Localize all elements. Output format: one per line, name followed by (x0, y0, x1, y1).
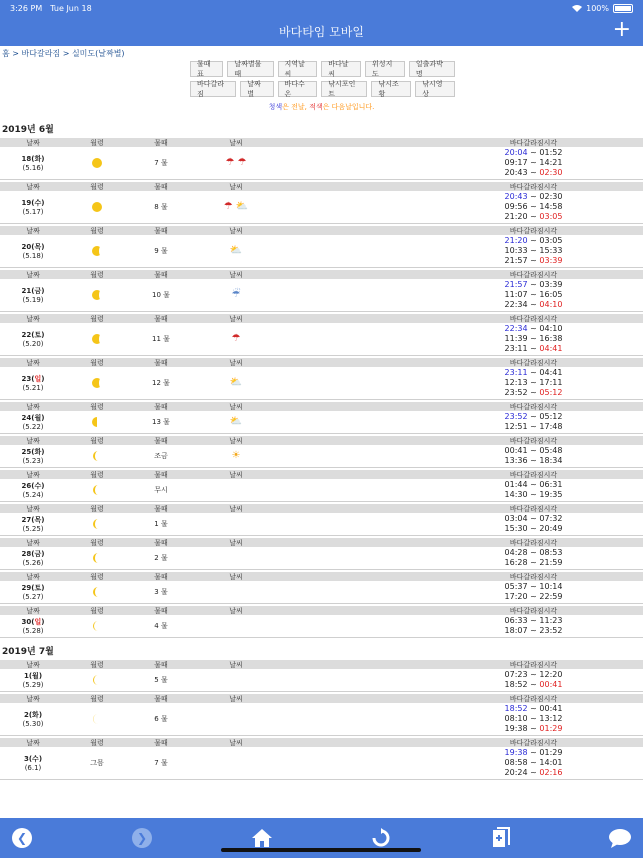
col-part-label: 바다갈라짐시각 (509, 607, 558, 615)
month-heading-june: 2019년 6월 (2, 125, 54, 135)
part-time-line: 16:28 ~ 21:59 (504, 558, 563, 567)
nav-bar (0, 16, 643, 46)
date-label: 22(토) (21, 331, 45, 339)
lunar-date: (5.19) (22, 296, 44, 304)
forward-button[interactable] (128, 824, 156, 852)
day-block (0, 572, 643, 604)
umbrella-icon: ☂ (223, 201, 233, 212)
col-part-label: 바다갈라짐시각 (509, 437, 558, 445)
part-time-line: 20:43 ~ 02:30 (504, 168, 563, 177)
moon-phase-icon (91, 674, 103, 686)
date-label: 3(수) (23, 755, 43, 763)
day-row (0, 323, 643, 356)
col-part-label: 바다갈라짐시각 (509, 573, 558, 581)
moon-phase-icon (91, 586, 103, 598)
tide-value: 4 물 (154, 622, 168, 630)
day-row (0, 703, 643, 736)
tide-value: 13 물 (152, 418, 170, 426)
date-label: 30(일) (21, 618, 45, 626)
part-time-line: 13:36 ~ 18:34 (504, 456, 563, 465)
moon-phase-icon (91, 518, 103, 530)
add-button[interactable]: + (612, 17, 631, 42)
home-icon (251, 828, 273, 848)
col-part-label: 바다갈라짐시각 (509, 271, 558, 279)
moon-phase-icon (91, 377, 103, 389)
moon-phase-icon (91, 333, 103, 345)
legend-mid: 은 전날, (282, 103, 310, 111)
col-part-label: 바다갈라짐시각 (509, 227, 558, 235)
day-block (0, 314, 643, 356)
col-weather-label: 날씨 (229, 227, 243, 235)
moon-phase-icon (91, 157, 103, 169)
day-block (0, 226, 643, 268)
day-block (0, 436, 643, 468)
date-label: 28(금) (21, 550, 45, 558)
part-time-line: 05:37 ~ 10:14 (504, 582, 563, 591)
col-tide-label: 물때 (154, 539, 168, 547)
day-header-row (0, 660, 643, 669)
date-label: 21(금) (21, 287, 45, 295)
lunar-date: (5.24) (22, 491, 44, 499)
part-time-line: 18:52 ~ 00:41 (504, 704, 563, 713)
day-row (0, 547, 643, 570)
menu-button[interactable]: 일출과박명 (409, 61, 455, 77)
day-header-row (0, 314, 643, 323)
day-row (0, 669, 643, 692)
lunar-date: (5.18) (22, 252, 44, 260)
col-date-label: 날짜 (26, 695, 40, 703)
lunar-date: (5.17) (22, 208, 44, 216)
col-date-label: 날짜 (26, 607, 40, 615)
day-block (0, 402, 643, 434)
col-weather-label: 날씨 (229, 437, 243, 445)
col-weather-label: 날씨 (229, 661, 243, 669)
part-time-line: 18:52 ~ 00:41 (504, 680, 563, 689)
day-block (0, 270, 643, 312)
legend-blue: 청색 (268, 103, 283, 111)
col-weather-label: 날씨 (229, 539, 243, 547)
part-time-line: 23:11 ~ 04:41 (504, 344, 563, 353)
col-date-label: 날짜 (26, 359, 40, 367)
back-button[interactable] (8, 824, 36, 852)
day-header-row (0, 538, 643, 547)
part-time-line: 20:04 ~ 01:52 (504, 148, 563, 157)
forward-icon: ❯ (132, 828, 152, 848)
part-time-line: 09:17 ~ 14:21 (504, 158, 563, 167)
part-time-line: 11:39 ~ 16:38 (504, 334, 563, 343)
col-date-label: 날짜 (26, 139, 40, 147)
legend (0, 102, 643, 112)
moon-phase-icon (91, 289, 103, 301)
day-header-row (0, 402, 643, 411)
col-tide-label: 물때 (154, 661, 168, 669)
col-moon-label: 월령 (90, 315, 104, 323)
day-block (0, 660, 643, 692)
col-date-label: 날짜 (26, 227, 40, 235)
menu-button[interactable]: 바다갈라짐 (190, 81, 236, 97)
col-part-label: 바다갈라짐시각 (509, 139, 558, 147)
col-moon-label: 월령 (90, 227, 104, 235)
col-weather-label: 날씨 (229, 271, 243, 279)
day-header-row (0, 738, 643, 747)
col-moon-label: 월령 (90, 471, 104, 479)
part-time-line: 19:38 ~ 01:29 (504, 748, 563, 757)
part-time-line: 22:34 ~ 04:10 (504, 324, 563, 333)
sun-icon: ☀ (231, 450, 241, 461)
date-label: 26(수) (21, 482, 45, 490)
day-row (0, 445, 643, 468)
date-label: 29(토) (21, 584, 45, 592)
col-tide-label: 물때 (154, 315, 168, 323)
day-header-row (0, 572, 643, 581)
day-block (0, 694, 643, 736)
refresh-icon (371, 828, 391, 848)
part-time-line: 10:33 ~ 15:33 (504, 246, 563, 255)
menu-grid (190, 61, 455, 101)
col-weather-label: 날씨 (229, 739, 243, 747)
menu-button[interactable]: 물때표 (190, 61, 223, 77)
bookmark-add-icon (491, 827, 511, 849)
lunar-date: (5.16) (22, 164, 44, 172)
day-header-row (0, 358, 643, 367)
day-header-row (0, 138, 643, 147)
col-date-label: 날짜 (26, 403, 40, 411)
part-time-line: 14:30 ~ 19:35 (504, 490, 563, 499)
part-time-line: 23:52 ~ 05:12 (504, 412, 563, 421)
col-date-label: 날짜 (26, 539, 40, 547)
col-moon-label: 월령 (90, 739, 104, 747)
lunar-date: (5.22) (22, 423, 44, 431)
status-date: Tue Jun 18 (50, 3, 92, 13)
date-label: 23(일) (21, 375, 45, 383)
day-block (0, 182, 643, 224)
date-label: 2(화) (23, 711, 43, 719)
part-time-line: 18:07 ~ 23:52 (504, 626, 563, 635)
part-time-line: 23:52 ~ 05:12 (504, 388, 563, 397)
col-tide-label: 물때 (154, 471, 168, 479)
day-header-row (0, 270, 643, 279)
day-block (0, 738, 643, 780)
legend-end: 은 다음날입니다. (322, 103, 375, 111)
rain-icon: ☔ (231, 289, 241, 300)
chat-icon (608, 828, 632, 848)
day-row (0, 581, 643, 604)
col-tide-label: 물때 (154, 739, 168, 747)
lunar-date: (5.23) (22, 457, 44, 465)
menu-button[interactable]: 날짜별물때 (227, 61, 273, 77)
menu-button[interactable]: 위성지도 (365, 61, 405, 77)
tide-value: 9 물 (154, 247, 168, 255)
col-tide-label: 물때 (154, 183, 168, 191)
nav-title: 바다타임 모바일 (279, 24, 364, 39)
part-time-line: 21:57 ~ 03:39 (504, 256, 563, 265)
day-block (0, 470, 643, 502)
day-block (0, 504, 643, 536)
col-tide-label: 물때 (154, 139, 168, 147)
part-time-line: 15:30 ~ 20:49 (504, 524, 563, 533)
home-indicator (221, 848, 421, 852)
day-row (0, 615, 643, 638)
menu-button[interactable]: 낚시포인트 (321, 81, 367, 97)
tide-value: 7 물 (154, 759, 168, 767)
col-moon-label: 월령 (90, 437, 104, 445)
col-part-label: 바다갈라짐시각 (509, 695, 558, 703)
col-part-label: 바다갈라짐시각 (509, 359, 558, 367)
battery-percent: 100% (586, 3, 609, 13)
col-moon-label: 월령 (90, 183, 104, 191)
day-row (0, 747, 643, 780)
col-part-label: 바다갈라짐시각 (509, 661, 558, 669)
umbrella-icon: ☂ (225, 157, 235, 168)
col-tide-label: 물때 (154, 607, 168, 615)
day-row (0, 367, 643, 400)
col-part-label: 바다갈라짐시각 (509, 403, 558, 411)
chat-button[interactable] (606, 824, 634, 852)
lunar-date: (5.25) (22, 525, 44, 533)
menu-button[interactable]: 날짜별 (240, 81, 273, 97)
day-row (0, 411, 643, 434)
lunar-date: (5.20) (22, 340, 44, 348)
tide-value: 무시 (154, 486, 168, 494)
part-time-line: 01:44 ~ 06:31 (504, 480, 563, 489)
col-tide-label: 물때 (154, 437, 168, 445)
part-time-line: 21:20 ~ 03:05 (504, 212, 563, 221)
date-label: 18(화) (21, 155, 45, 163)
month-heading-july: 2019년 7월 (2, 647, 54, 657)
date-label: 25(화) (21, 448, 45, 456)
part-time-line: 00:41 ~ 05:48 (504, 446, 563, 455)
col-date-label: 날짜 (26, 505, 40, 513)
lunar-date: (5.21) (22, 384, 44, 392)
moon-phase-icon (91, 620, 103, 632)
col-part-label: 바다갈라짐시각 (509, 183, 558, 191)
col-date-label: 날짜 (26, 437, 40, 445)
col-part-label: 바다갈라짐시각 (509, 505, 558, 513)
tide-value: 1 물 (154, 520, 168, 528)
part-time-line: 19:38 ~ 01:29 (504, 724, 563, 733)
day-row (0, 191, 643, 224)
moon-phase-icon (91, 416, 103, 428)
sun-cloud-icon: ⛅ (229, 416, 243, 427)
umbrella-icon: ☂ (237, 157, 247, 168)
part-time-line: 09:56 ~ 14:58 (504, 202, 563, 211)
day-header-row (0, 694, 643, 703)
part-time-line: 12:13 ~ 17:11 (504, 378, 563, 387)
col-weather-label: 날씨 (229, 315, 243, 323)
moon-phase-icon (91, 552, 103, 564)
col-moon-label: 월령 (90, 607, 104, 615)
sun-cloud-icon: ⛅ (235, 201, 249, 212)
col-moon-label: 월령 (90, 695, 104, 703)
umbrella-icon: ☂ (231, 333, 241, 344)
wifi-icon (572, 5, 582, 12)
moon-phase-text: 그믐 (90, 759, 104, 767)
col-moon-label: 월령 (90, 573, 104, 581)
tide-value: 12 물 (152, 379, 170, 387)
moon-phase-icon (91, 201, 103, 213)
part-time-line: 20:43 ~ 02:30 (504, 192, 563, 201)
date-label: 1(월) (23, 672, 43, 680)
part-time-line: 21:57 ~ 03:39 (504, 280, 563, 289)
bookmark-add-button[interactable] (487, 824, 515, 852)
day-header-row (0, 182, 643, 191)
col-tide-label: 물때 (154, 359, 168, 367)
col-tide-label: 물때 (154, 695, 168, 703)
day-block (0, 358, 643, 400)
day-header-row (0, 226, 643, 235)
col-part-label: 바다갈라짐시각 (509, 539, 558, 547)
col-tide-label: 물때 (154, 403, 168, 411)
col-weather-label: 날씨 (229, 359, 243, 367)
col-weather-label: 날씨 (229, 607, 243, 615)
moon-phase-icon (91, 450, 103, 462)
part-time-line: 21:20 ~ 03:05 (504, 236, 563, 245)
day-row (0, 513, 643, 536)
tide-value: 7 물 (154, 159, 168, 167)
col-moon-label: 월령 (90, 403, 104, 411)
col-moon-label: 월령 (90, 139, 104, 147)
col-moon-label: 월령 (90, 661, 104, 669)
tide-value: 5 물 (154, 676, 168, 684)
day-header-row (0, 606, 643, 615)
part-time-line: 07:23 ~ 12:20 (504, 670, 563, 679)
legend-red: 적색 (309, 103, 323, 111)
col-date-label: 날짜 (26, 739, 40, 747)
col-weather-label: 날씨 (229, 573, 243, 581)
tide-value: 2 물 (154, 554, 168, 562)
col-weather-label: 날씨 (229, 505, 243, 513)
menu-button[interactable]: 낚시영상 (415, 81, 455, 97)
lunar-date: (5.28) (22, 627, 44, 635)
tide-value: 10 물 (152, 291, 170, 299)
col-part-label: 바다갈라짐시각 (509, 315, 558, 323)
tide-value: 11 물 (152, 335, 170, 343)
part-time-line: 08:10 ~ 13:12 (504, 714, 563, 723)
day-block (0, 606, 643, 638)
part-time-line: 04:28 ~ 08:53 (504, 548, 563, 557)
part-time-line: 03:04 ~ 07:32 (504, 514, 563, 523)
tide-value: 3 물 (154, 588, 168, 596)
lunar-date: (5.27) (22, 593, 44, 601)
date-label: 19(수) (21, 199, 45, 207)
part-time-line: 08:58 ~ 14:01 (504, 758, 563, 767)
lunar-date: (5.26) (22, 559, 44, 567)
day-row (0, 279, 643, 312)
col-part-label: 바다갈라짐시각 (509, 739, 558, 747)
moon-phase-icon (91, 245, 103, 257)
col-weather-label: 날씨 (229, 471, 243, 479)
date-label: 24(월) (21, 414, 45, 422)
part-time-line: 20:24 ~ 02:16 (504, 768, 563, 777)
battery-icon (613, 4, 633, 13)
part-time-line: 06:33 ~ 11:23 (504, 616, 563, 625)
part-time-line: 11:07 ~ 16:05 (504, 290, 563, 299)
col-date-label: 날짜 (26, 183, 40, 191)
col-moon-label: 월령 (90, 359, 104, 367)
part-time-line: 17:20 ~ 22:59 (504, 592, 563, 601)
day-block (0, 538, 643, 570)
col-moon-label: 월령 (90, 539, 104, 547)
schedule-list[interactable] (0, 118, 643, 818)
col-date-label: 날짜 (26, 315, 40, 323)
status-bar (0, 0, 643, 16)
col-weather-label: 날씨 (229, 403, 243, 411)
status-time: 3:26 PM (10, 3, 43, 13)
day-header-row (0, 504, 643, 513)
menu-button[interactable]: 낚시조황 (371, 81, 411, 97)
day-row (0, 235, 643, 268)
date-label: 27(목) (21, 516, 45, 524)
col-weather-label: 날씨 (229, 695, 243, 703)
tide-value: 조금 (154, 452, 168, 460)
day-row (0, 479, 643, 502)
col-date-label: 날짜 (26, 271, 40, 279)
menu-button[interactable]: 바다수온 (278, 81, 318, 97)
day-block (0, 138, 643, 180)
day-header-row (0, 436, 643, 445)
part-time-line: 23:11 ~ 04:41 (504, 368, 563, 377)
day-header-row (0, 470, 643, 479)
col-date-label: 날짜 (26, 573, 40, 581)
moon-phase-icon (91, 484, 103, 496)
date-label: 20(목) (21, 243, 45, 251)
col-weather-label: 날씨 (229, 183, 243, 191)
moon-phase-icon (91, 713, 103, 725)
lunar-date: (5.29) (22, 681, 44, 689)
day-row (0, 147, 643, 180)
part-time-line: 12:51 ~ 17:48 (504, 422, 563, 431)
part-time-line: 22:34 ~ 04:10 (504, 300, 563, 309)
tide-value: 8 물 (154, 203, 168, 211)
menu-button[interactable]: 지역날씨 (278, 61, 318, 77)
col-tide-label: 물때 (154, 505, 168, 513)
col-tide-label: 물때 (154, 227, 168, 235)
lunar-date: (6.1) (24, 764, 42, 772)
col-date-label: 날짜 (26, 661, 40, 669)
sun-cloud-icon: ⛅ (229, 377, 243, 388)
tide-value: 6 물 (154, 715, 168, 723)
col-date-label: 날짜 (26, 471, 40, 479)
col-tide-label: 물때 (154, 271, 168, 279)
breadcrumb[interactable]: 홈 > 바다갈라짐 > 실미도(날짜별) (2, 49, 125, 58)
col-part-label: 바다갈라짐시각 (509, 471, 558, 479)
back-icon: ❮ (12, 828, 32, 848)
menu-button[interactable]: 바다날씨 (321, 61, 361, 77)
sun-cloud-icon: ⛅ (229, 245, 243, 256)
col-moon-label: 월령 (90, 271, 104, 279)
lunar-date: (5.30) (22, 720, 44, 728)
col-tide-label: 물때 (154, 573, 168, 581)
bottom-toolbar (0, 818, 643, 858)
col-moon-label: 월령 (90, 505, 104, 513)
col-weather-label: 날씨 (229, 139, 243, 147)
